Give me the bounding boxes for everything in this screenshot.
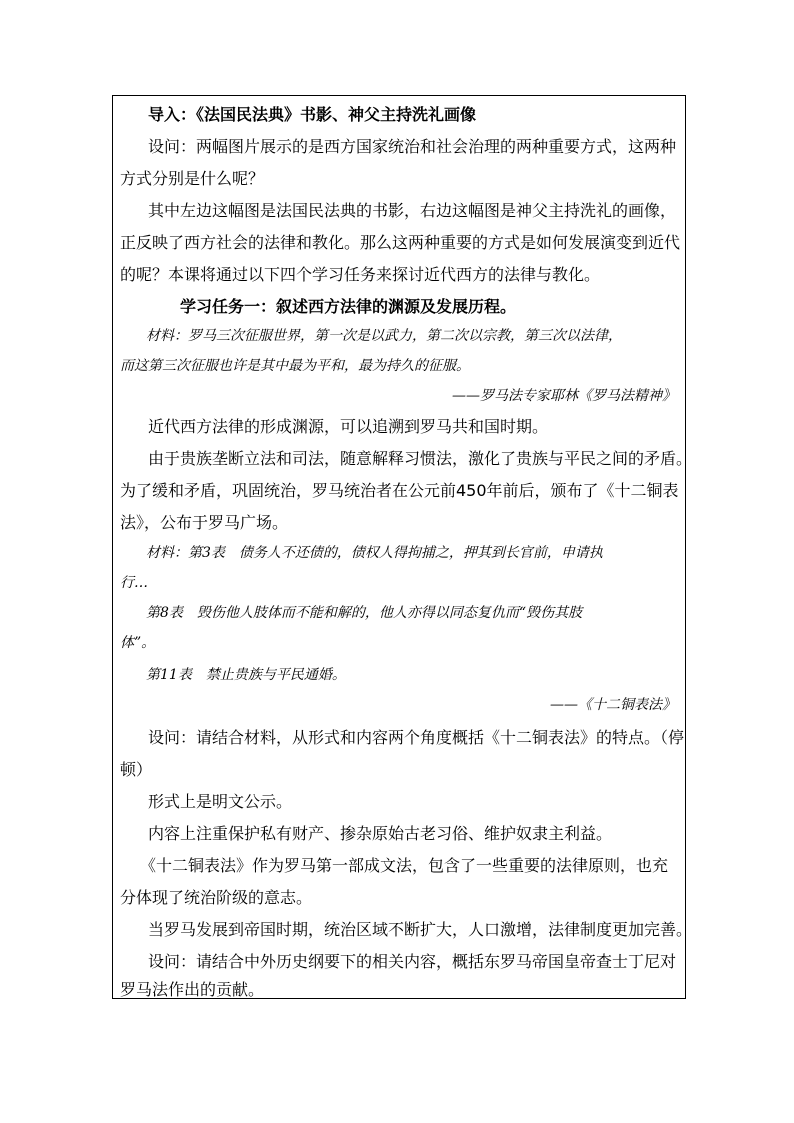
question-3-line-2: 罗马法作出的贡献。: [120, 980, 265, 999]
question-2-line-1: 设问：请结合材料，从形式和内容两个角度概括《十二铜表法》的特点。（停: [148, 728, 685, 747]
paragraph-3-line-1: 由于贵族垄断立法和司法，随意解释习惯法，激化了贵族与平民之间的矛盾。: [148, 449, 693, 468]
question-2-line-2: 顿）: [120, 760, 153, 779]
material-2-line-4: 体”。: [120, 635, 156, 651]
paragraph-3-line-3: 法》，公布于罗马广场。: [120, 513, 289, 532]
intro-heading: 导入：《法国民法典》书影、神父主持洗礼画像: [148, 105, 477, 124]
material-2-line-5: 第11表 禁止贵族与平民通婚。: [146, 667, 346, 683]
paragraph-4-line-2: 分体现了统治阶级的意志。: [120, 888, 313, 907]
question-line-2: 方式分别是什么呢？: [120, 169, 265, 188]
material-1-source: ——罗马法专家耶林《罗马法精神》: [452, 388, 676, 404]
paragraph-4-line-1: 《十二铜表法》作为罗马第一部成文法，包含了一些重要的法律原则，也充: [140, 856, 669, 875]
material-2-source: ——《十二铜表法》: [550, 697, 676, 713]
material-2-line-2: 行…: [120, 575, 148, 591]
question-line-1: 设问：两幅图片展示的是西方国家统治和社会治理的两种重要方式，这两种: [148, 137, 677, 156]
material-1-line-1: 材料：罗马三次征服世界，第一次是以武力，第二次以宗教，第三次以法律，: [146, 328, 622, 344]
task-one-heading: 学习任务一：叙述西方法律的渊源及发展历程。: [180, 297, 517, 316]
paragraph-5: 当罗马发展到帝国时期，统治区域不断扩大，人口激增，法律制度更加完善。: [148, 920, 693, 939]
paragraph-1-line-3: 的呢？本课将通过以下四个学习任务来探讨近代西方的法律与教化。: [120, 265, 601, 284]
paragraph-3-line-2: 为了缓和矛盾，巩固统治，罗马统治者在公元前450年前后，颁布了《十二铜表: [120, 481, 679, 500]
paragraph-1-line-1: 其中左边这幅图是法国民法典的书影，右边这幅图是神父主持洗礼的画像，: [148, 201, 677, 220]
answer-form: 形式上是明文公示。: [148, 792, 293, 811]
material-2-line-3: 第8表 毁伤他人肢体而不能和解的，他人亦得以同态复仇而“毁伤其肢: [146, 605, 583, 621]
answer-content: 内容上注重保护私有财产、掺杂原始古老习俗、维护奴隶主利益。: [148, 824, 613, 843]
paragraph-1-line-2: 正反映了西方社会的法律和教化。那么这两种重要的方式是如何发展演变到近代: [120, 233, 681, 252]
paragraph-2: 近代西方法律的形成渊源，可以追溯到罗马共和国时期。: [148, 417, 549, 436]
question-3-line-1: 设问：请结合中外历史纲要下的相关内容，概括东罗马帝国皇帝查士丁尼对: [148, 952, 677, 971]
material-1-line-2: 而这第三次征服也许是其中最为平和，最为持久的征服。: [120, 358, 470, 374]
material-2-line-1: 材料：第3表 债务人不还债的，债权人得拘捕之，押其到长官前，申请执: [146, 545, 603, 561]
